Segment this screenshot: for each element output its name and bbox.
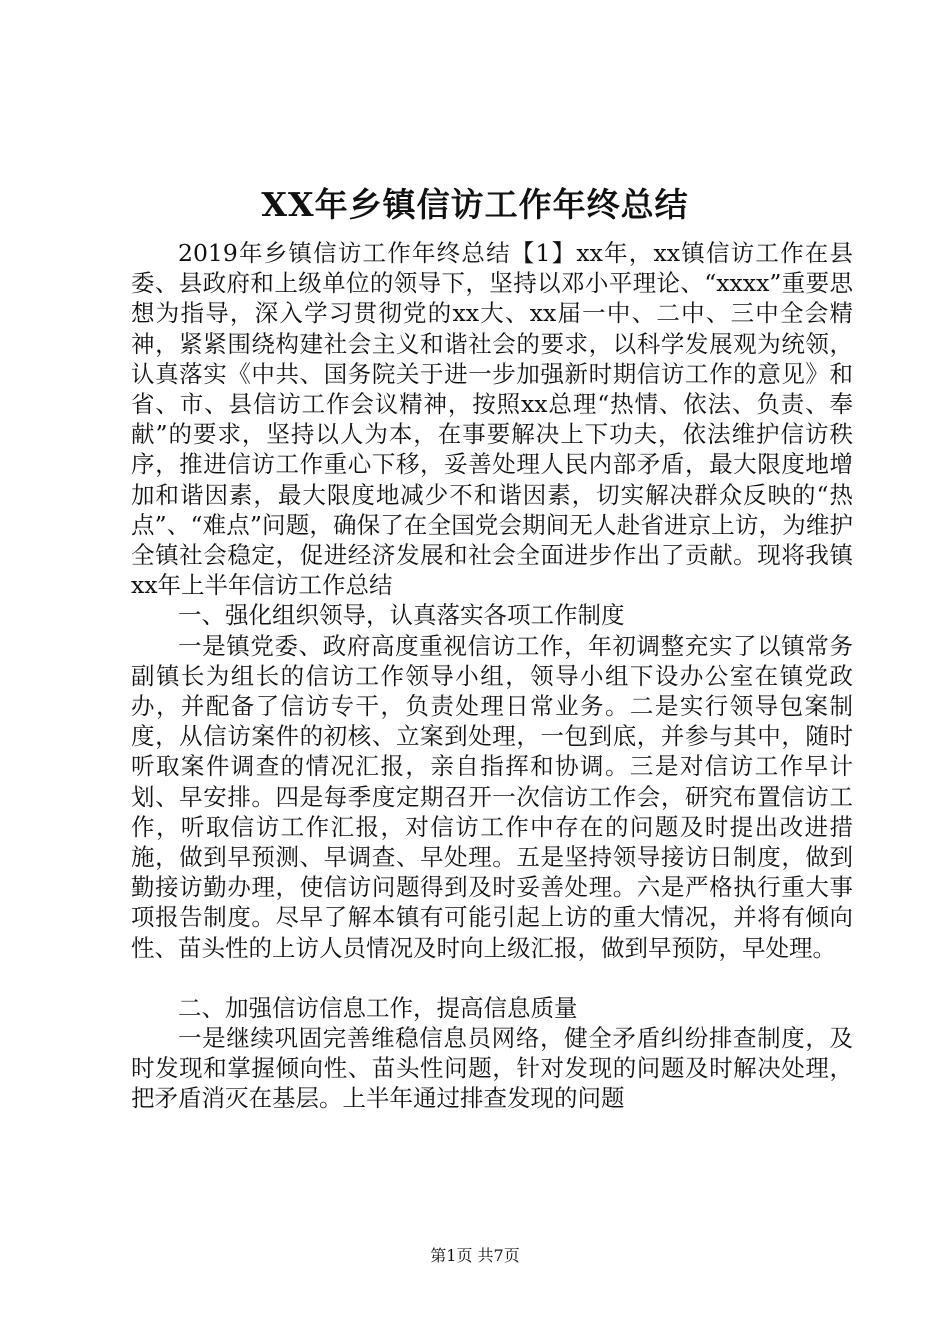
paragraph-section-1: 一是镇党委、政府高度重视信访工作，年初调整充实了以镇常务副镇长为组长的信访工作领导小组，领导小组下设办公室在镇党政办，并配备了信访专干，负责处理日常业务。二是实行领导包案制度，从信访案件的初核、立案到处理，一包到底，并参与其中，随时听取案件调查的情况汇报，亲自指挥和协调。三是对信访工作早计划、早安排。四是每季度定期召开一次信访工作会，研究布置信访工作，听取信访工作汇报，对信访工作中存在的问题及时提出改进措施，做到早预测、早调查、早处理。五是坚持领导接访日制度，做到勤接访勤办理，使信访问题得到及时妥善处理。六是严格执行重大事项报告制度。尽早了解本镇有可能引起上访的重大情况，并将有倾向性、苗头性的上访人员情况及时向上级汇报，做到早预防，早处理。 <box>131 631 853 962</box>
document-title: XX年乡镇信访工作年终总结 <box>261 185 689 224</box>
paragraph-section-2: 一是继续巩固完善维稳信息员网络，健全矛盾纠纷排查制度，及时发现和掌握倾向性、苗头性问题，针对发现的问题及时解决处理，把矛盾消灭在基层。上半年通过排查发现的问题 <box>131 1024 853 1113</box>
paragraph-intro: 2019年乡镇信访工作年终总结【1】xx年，xx镇信访工作在县委、县政府和上级单位的领导下，坚持以邓小平理论、“xxxx”重要思想为指导，深入学习贯彻党的xx大、xx届一中、二中、三中全会精神，紧紧围绕构建社会主义和谐社会的要求，以科学发展观为统领，认真落实《中共、国务院关于进一步加强新时期信访工作的意见》和省、市、县信访工作会议精神，按照xx总理“热情、依法、负责、奉献”的要求，坚持以人为本，在事要解决上下功夫，依法维护信访秩序，推进信访工作重心下移，妥善处理人民内部矛盾，最大限度地增加和谐因素，最大限度地减少不和谐因素，切实解决群众反映的“热点”、“难点”问题，确保了在全国党会期间无人赴省进京上访，为维护全镇社会稳定，促进经济发展和社会全面进步作出了贡献。现将我镇xx年上半年信访工作总结 <box>131 239 853 600</box>
page-number-footer: 第1页 共7页 <box>430 1246 520 1265</box>
paragraph-gap <box>131 963 853 993</box>
section-heading-1: 一、强化组织领导，认真落实各项工作制度 <box>178 601 625 630</box>
document-body <box>131 238 853 1114</box>
section-heading-2: 二、加强信访信息工作，提高信息质量 <box>178 993 578 1022</box>
